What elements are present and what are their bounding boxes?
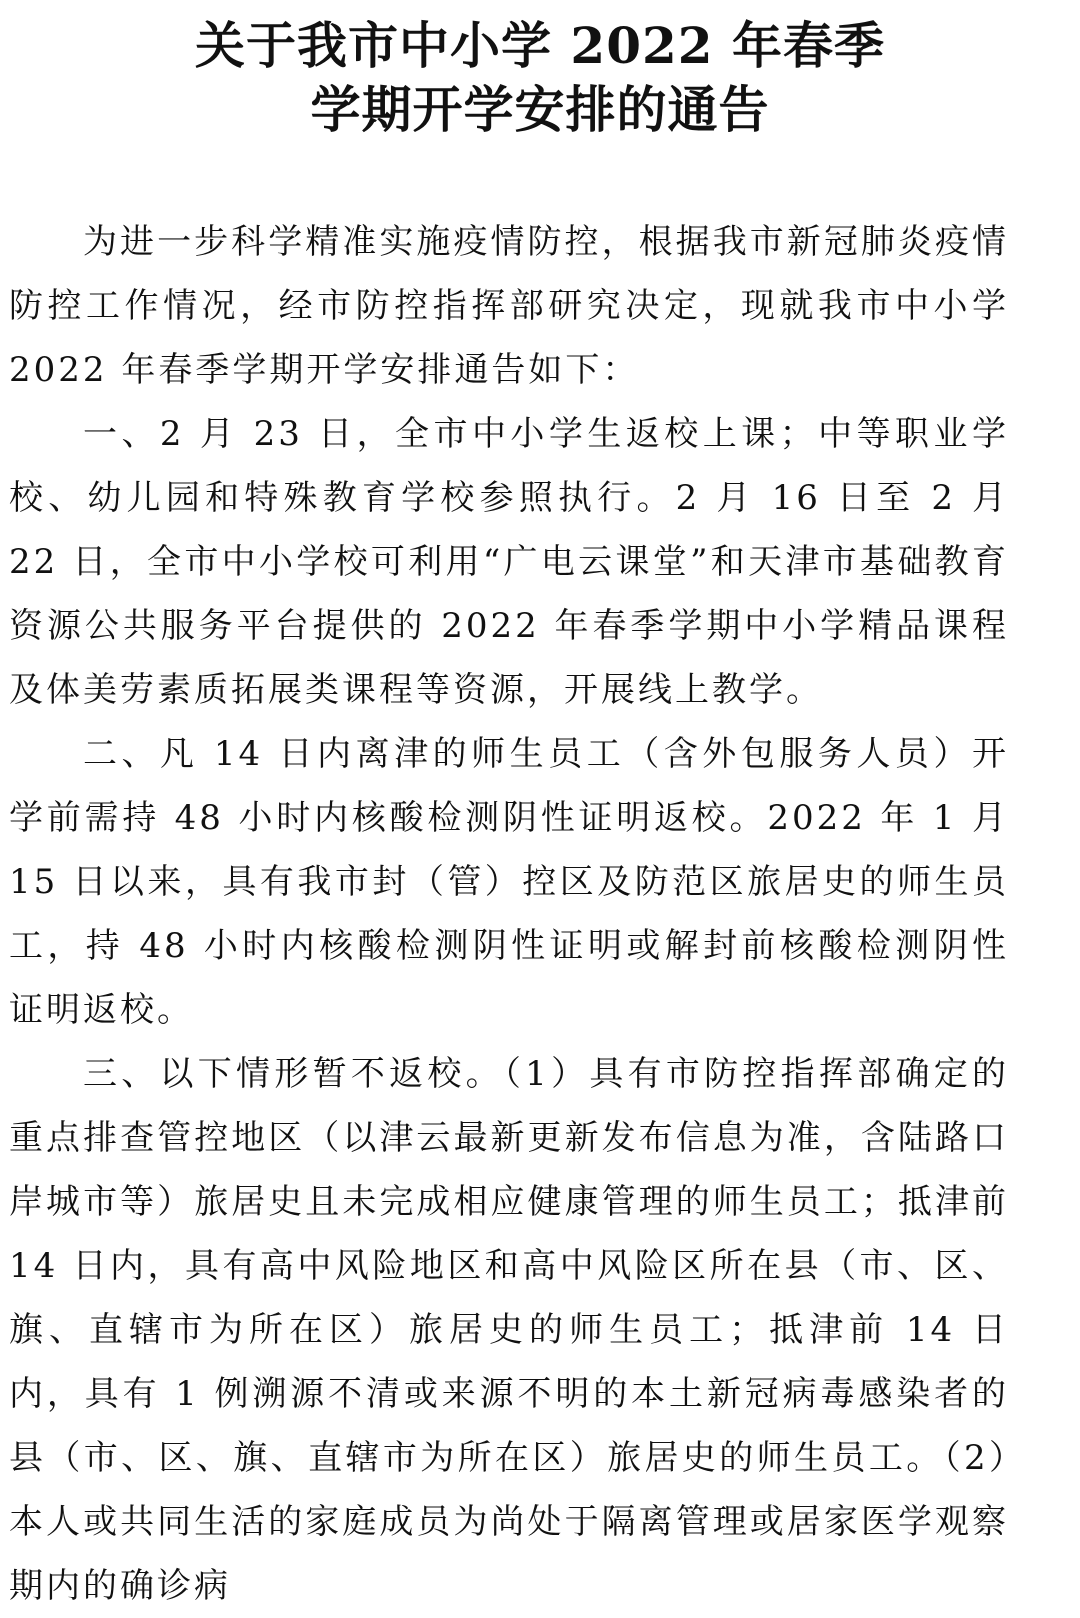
section-two-paragraph: 二、凡 14 日内离津的师生员工（含外包服务人员）开学前需持 48 小时内核酸检测阴性证明返校。2022 年 1 月 15 日以来，具有我市封（管）控区及防范区旅居史的师生员工，持 48 小时内核酸检测阴性证明或解封前核酸检测阴性证明返校。: [9, 734, 1009, 1030]
section-one-paragraph: 一、2 月 23 日，全市中小学生返校上课；中等职业学校、幼儿园和特殊教育学校参照执行。2 月 16 日至 2 月 22 日，全市中小学校可利用“广电云课堂”和天津市基础教育资源公共服务平台提供的 2022 年春季学期中小学精品课程及体美劳素质拓展类课程等资源，开展线上教学。: [9, 414, 1009, 710]
document-title: [0, 14, 1080, 142]
title-line-1: 关于我市中小学 2022 年春季: [195, 16, 885, 75]
title-line-2: 学期开学安排的通告: [310, 80, 770, 139]
section-three-paragraph: 三、以下情形暂不返校。（1）具有市防控指挥部确定的重点排查管控地区（以津云最新更新发布信息为准，含陆路口岸城市等）旅居史且未完成相应健康管理的师生员工；抵津前 14 日内，具有高中风险地区和高中风险区所在县（市、区、旗、直辖市为所在区）旅居史的师生员工；抵津前 14 日内，具有 1 例溯源不清或来源不明的本土新冠病毒感染者的县（市、区、旗、直辖市为所在区）旅居史的师生员工。（2）本人或共同生活的家庭成员为尚处于隔离管理或居家医学观察期内的确诊病: [9, 1054, 1009, 1606]
intro-paragraph: 为进一步科学精准实施疫情防控，根据我市新冠肺炎疫情防控工作情况，经市防控指挥部研究决定，现就我市中小学 2022 年春季学期开学安排通告如下：: [9, 222, 1009, 390]
document-body: [9, 210, 1009, 1618]
